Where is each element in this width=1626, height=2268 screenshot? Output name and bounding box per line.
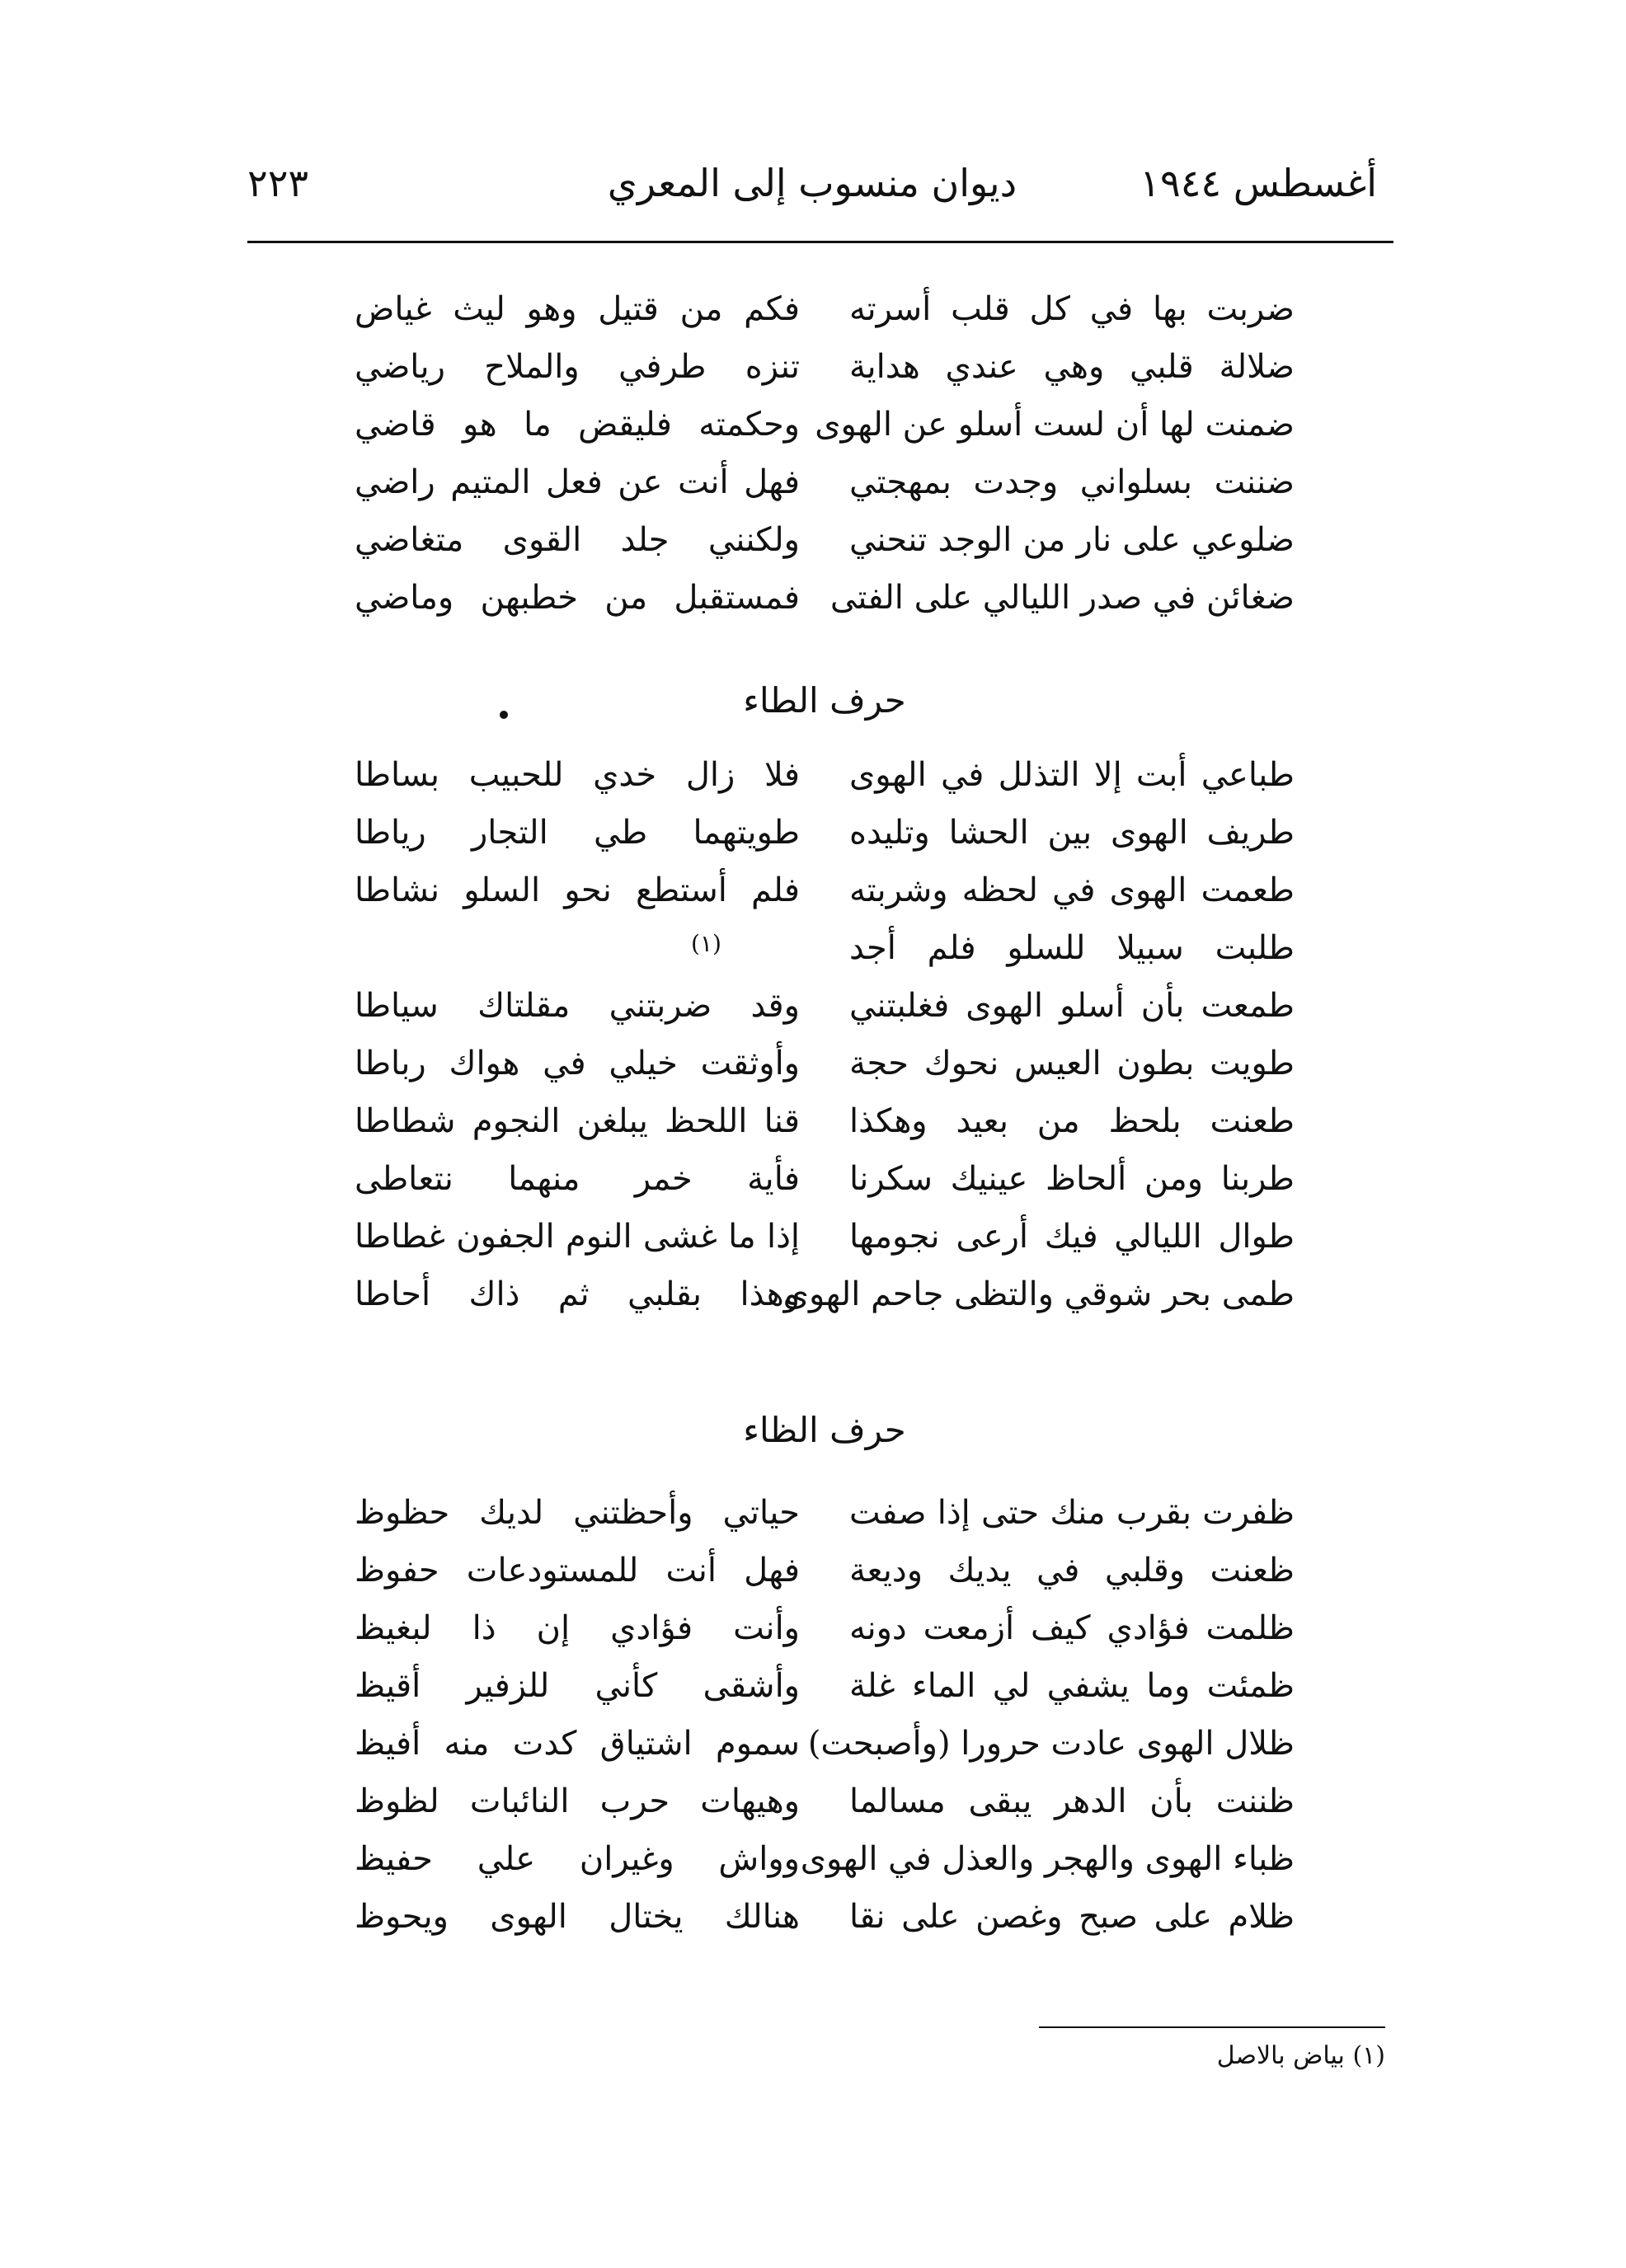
- verse-second-hemistich: طويتهما طي التجار رياطا: [355, 814, 800, 852]
- verse-first-hemistich: طريف الهوى بين الحشا وتليده: [849, 814, 1295, 852]
- verse-second-hemistich: ولكنني جلد القوى متغاضي: [355, 521, 800, 559]
- verse-second-hemistich: فلا زال خدي للحبيب بساطا: [355, 756, 800, 794]
- poem-section-ta: [355, 746, 1295, 1323]
- verse-second-hemistich: فهل أنت للمستودعات حفوظ: [355, 1552, 800, 1589]
- verse-first-hemistich: ظلام على صبح وغصن على نقا: [849, 1898, 1295, 1936]
- page-number: ٢٢٣: [247, 161, 309, 205]
- verse-first-hemistich: ظلال الهوى عادت حرورا (وأصبحت): [807, 1725, 1295, 1763]
- verse-first-hemistich: ضغائن في صدر الليالي على الفتى: [829, 579, 1295, 617]
- verse-second-hemistich: حياتي وأحظتني لديك حظوظ: [355, 1494, 800, 1532]
- verse-first-hemistich: طلبت سبيلا للسلو فلم أجد: [849, 929, 1295, 967]
- verse-second-hemistich: وهيهات حرب النائبات لظوظ: [355, 1782, 800, 1820]
- verse: [355, 1888, 1295, 1946]
- verse: [355, 1657, 1295, 1715]
- verse-second-hemistich: قنا اللحظ يبلغن النجوم شطاطا: [355, 1102, 800, 1140]
- verse: [355, 396, 1295, 453]
- verse-second-hemistich: وحكمته فليقض ما هو قاضي: [355, 406, 800, 444]
- verse-second-hemistich: فلم أستطع نحو السلو نشاطا: [355, 871, 800, 909]
- verse-first-hemistich: طباعي أبت إلا التذلل في الهوى: [849, 756, 1295, 794]
- verse-second-hemistich: وهذا بقلبي ثم ذاك أحاطا: [355, 1275, 800, 1313]
- verse: [355, 338, 1295, 396]
- footnote-reference: (١): [691, 930, 721, 957]
- verse: [355, 1542, 1295, 1599]
- verse-first-hemistich: طويت بطون العيس نحوك حجة: [849, 1045, 1295, 1082]
- verse: [355, 1265, 1295, 1323]
- verse-first-hemistich: ضلالة قلبي وهي عندي هداية: [849, 348, 1295, 386]
- poem-section-dad: [355, 280, 1295, 627]
- header-rule: [247, 241, 1393, 243]
- verse: [355, 1773, 1295, 1830]
- verse-second-hemistich: وأنت فؤادي إن ذا لبغيظ: [355, 1609, 800, 1647]
- verse-first-hemistich: ضننت بسلواني وجدت بمهجتي: [849, 463, 1295, 501]
- verse-first-hemistich: طوال الليالي فيك أرعى نجومها: [849, 1218, 1295, 1256]
- verse: [355, 1830, 1295, 1888]
- verse-first-hemistich: ظننت بأن الدهر يبقى مسالما: [849, 1782, 1295, 1820]
- verse-first-hemistich: طمعت بأن أسلو الهوى فغلبتني: [849, 987, 1295, 1025]
- verse: [355, 804, 1295, 862]
- verse-second-hemistich: إذا ما غشى النوم الجفون غطاطا: [355, 1218, 800, 1256]
- verse-second-hemistich: فهل أنت عن فعل المتيم راضي: [355, 463, 800, 501]
- verse: [355, 977, 1295, 1035]
- verse-second-hemistich: فمستقبل من خطبهن وماضي: [355, 579, 800, 617]
- verse-second-hemistich: فكم من قتيل وهو ليث غياض: [355, 290, 800, 328]
- verse: [355, 569, 1295, 627]
- verse: [355, 1092, 1295, 1150]
- section-title-ta: حرف الطاء: [743, 680, 906, 721]
- verse: [355, 1599, 1295, 1657]
- verse-second-hemistich: هنالك يختال الهوى ويحوظ: [355, 1898, 800, 1936]
- verse: [355, 1208, 1295, 1265]
- verse-first-hemistich: ظعنت وقلبي في يديك وديعة: [849, 1552, 1295, 1589]
- dot-marker: [500, 711, 508, 719]
- verse-first-hemistich: ضلوعي على نار من الوجد تنحني: [849, 521, 1295, 559]
- verse-second-hemistich: سموم اشتياق كدت منه أفيظ: [355, 1725, 800, 1763]
- verse: [355, 862, 1295, 919]
- verse-second-hemistich: تنزه طرفي والملاح رياضي: [355, 348, 800, 386]
- verse: [355, 1484, 1295, 1542]
- verse: [355, 453, 1295, 511]
- footnote-rule: [1039, 2026, 1385, 2028]
- verse: [355, 919, 1295, 977]
- verse-first-hemistich: طربنا ومن ألحاظ عينيك سكرنا: [849, 1160, 1295, 1198]
- verse-second-hemistich: وواش وغيران علي حفيظ: [355, 1840, 800, 1878]
- verse: [355, 511, 1295, 569]
- footnote: (١) بياض بالاصل: [1216, 2041, 1385, 2070]
- poem-section-za: [355, 1484, 1295, 1946]
- verse: [355, 1035, 1295, 1092]
- verse-first-hemistich: طمى بحر شوقي والتظى جاحم الهوى: [782, 1275, 1295, 1313]
- verse-second-hemistich: فأية خمر منهما نتعاطى: [355, 1160, 800, 1198]
- verse-second-hemistich: وأشقى كأني للزفير أقيظ: [355, 1667, 800, 1705]
- verse-first-hemistich: ظمئت وما يشفي لي الماء غلة: [849, 1667, 1295, 1705]
- verse-second-hemistich: وقد ضربتني مقلتاك سياطا: [355, 987, 800, 1025]
- verse-second-hemistich: وأوثقت خيلي في هواك رباطا: [355, 1045, 800, 1082]
- verse-first-hemistich: ظفرت بقرب منك حتى إذا صفت: [849, 1494, 1295, 1532]
- verse: [355, 746, 1295, 804]
- section-title-za: حرف الظاء: [743, 1410, 906, 1450]
- verse-first-hemistich: ظلمت فؤادي كيف أزمعت دونه: [849, 1609, 1295, 1647]
- verse-first-hemistich: طعمت الهوى في لحظه وشربته: [849, 871, 1295, 909]
- verse-first-hemistich: ضربت بها في كل قلب أسرته: [849, 290, 1295, 328]
- verse-first-hemistich: ضمنت لها أن لست أسلو عن الهوى: [815, 406, 1295, 444]
- header-date: أغسطس ١٩٤٤: [1140, 161, 1377, 205]
- verse: [355, 1150, 1295, 1208]
- verse-first-hemistich: ظباء الهوى والهجر والعذل في الهوى: [800, 1840, 1295, 1878]
- verse: [355, 280, 1295, 338]
- page-header: [247, 161, 1377, 227]
- verse-first-hemistich: طعنت بلحظ من بعيد وهكذا: [849, 1102, 1295, 1140]
- verse: [355, 1715, 1295, 1773]
- header-title: ديوان منسوب إلى المعري: [607, 161, 1017, 205]
